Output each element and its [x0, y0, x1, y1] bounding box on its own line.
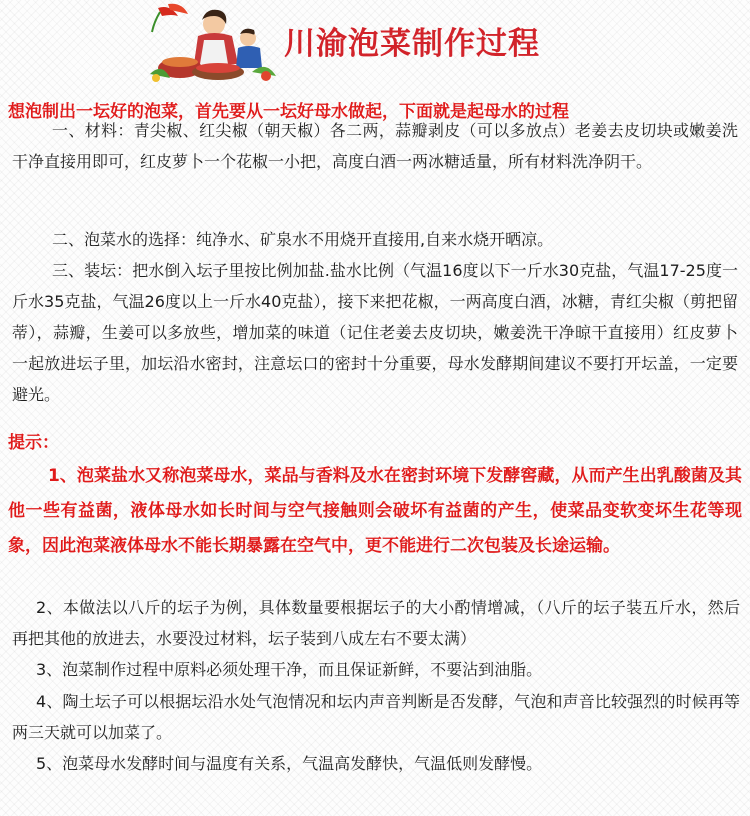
lead-sentence: 想泡制出一坛好的泡菜，首先要从一坛好母水做起，下面就是起母水的过程 — [8, 102, 569, 122]
page-title: 川渝泡菜制作过程 — [284, 26, 540, 62]
step-materials: 一、材料：青尖椒、红尖椒（朝天椒）各二两，蒜瓣剥皮（可以多放点）老姜去皮切块或嫩姜洗干净直接用即可，红皮萝卜一个花椒一小把，高度白酒一两冰糖适量，所有材料洗净阴干。 — [12, 121, 738, 171]
tip-2: 2、本做法以八斤的坛子为例，具体数量要根据坛子的大小酌情增减，（八斤的坛子装五斤水，然后再把其他的放进去，水要没过材料，坛子装到八成左右不要太满） — [12, 598, 740, 648]
tip-5: 5、泡菜母水发酵时间与温度有关系，气温高发酵快，气温低则发酵慢。 — [36, 754, 543, 773]
tip-4: 4、陶土坛子可以根据坛沿水处气泡情况和坛内声音判断是否发酵，气泡和声音比较强烈的时候再等两三天就可以加菜了。 — [12, 692, 740, 742]
step-water-selection: 二、泡菜水的选择：纯净水、矿泉水不用烧开直接用,自来水烧开晒凉。 — [52, 230, 554, 249]
step-jar-filling: 三、装坛：把水倒入坛子里按比例加盐.盐水比例（气温16度以下一斤水30克盐，气温17-25度一斤水35克盐，气温26度以上一斤水40克盐），接下来把花椒，一两高度白酒，冰糖，青红尖椒（剪把留蒂），蒜瓣，生姜可以多放些，增加菜的味道（记住老姜去皮切块，嫩姜洗干净晾干直接用）红皮萝卜一起放进坛子里，加坛沿水密封，注意坛口的密封十分重要，母水发酵期间建议不要打开坛盖，一定要避光。 — [12, 261, 738, 404]
cooking-illustration-icon — [148, 2, 278, 84]
tips-label: 提示： — [8, 433, 59, 453]
tip-3: 3、泡菜制作过程中原料必须处理干净，而且保证新鲜，不要沾到油脂。 — [36, 660, 543, 679]
header — [0, 0, 750, 88]
tip-1: 1、泡菜盐水又称泡菜母水，菜品与香料及水在密封环境下发酵窖藏，从而产生出乳酸菌及其他一些有益菌，液体母水如长时间与空气接触则会破坏有益菌的产生，使菜品变软变坏生花等现象，因此泡菜液体母水不能长期暴露在空气中，更不能进行二次包装及长途运输。 — [8, 466, 742, 556]
